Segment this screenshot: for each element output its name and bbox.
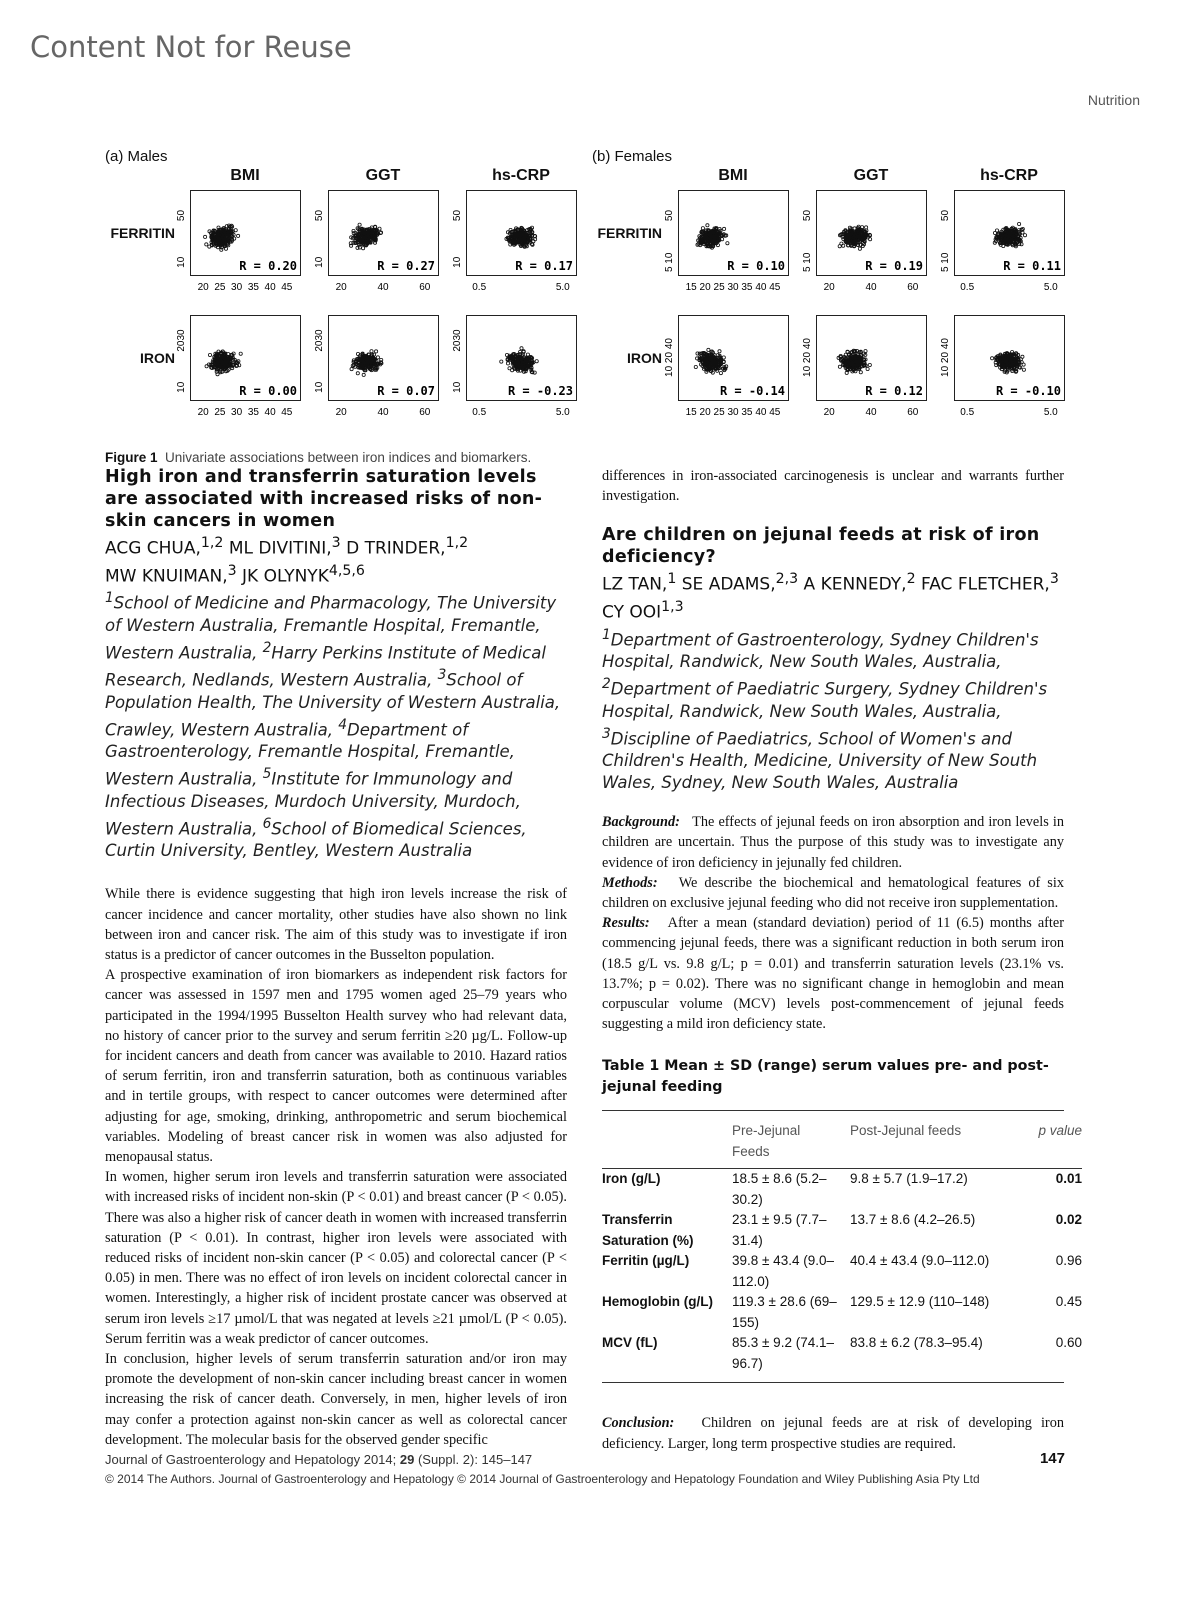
table-header-row: [602, 1121, 1082, 1169]
x-tick-label: 25: [214, 407, 226, 418]
y-tick-label: 10: [452, 256, 463, 268]
x-tick-label: 25: [214, 282, 226, 293]
correlation-label: R = 0.10: [727, 259, 785, 273]
data-point: [1020, 243, 1023, 246]
y-tick-label: 10: [314, 256, 325, 268]
data-point: [842, 244, 845, 247]
scatter-svg: [656, 315, 790, 420]
x-tick-label: 20: [823, 407, 835, 418]
data-point: [701, 227, 704, 230]
data-point: [237, 234, 240, 237]
y-tick-label: 50: [176, 209, 187, 222]
scatter-plot: [168, 315, 302, 425]
data-point: [204, 235, 207, 238]
correlation-label: R = 0.17: [515, 259, 573, 273]
scatter-plot: [794, 315, 928, 425]
data-point: [993, 231, 996, 234]
data-point: [869, 238, 872, 241]
watermark: Content Not for Reuse: [30, 30, 352, 64]
conclusion-label: Conclusion:: [602, 1415, 675, 1432]
left-authors: ACG CHUA,$^{1,2}$ ML DIVITINI,$^3$ D TRINDER,$^{1,2}$ MW KNUIMAN,$^3$ JK OLYNYK$^{4,5,6}$: [105, 535, 469, 587]
y-tick-label: 10: [452, 381, 463, 393]
background-paragraph: [602, 812, 1064, 873]
data-point: [519, 350, 522, 353]
table-cell: Hemoglobin (g/L): [602, 1294, 713, 1310]
correlation-label: R = 0.00: [239, 384, 297, 398]
x-tick-label: 30: [727, 407, 739, 418]
data-point: [506, 362, 509, 365]
conclusion-text: Children on jejunal feeds are at risk of developing iron deficiency. Larger, long term prospective studies are required.: [602, 1415, 1064, 1452]
right-affiliations: $^1$Department of Gastroenterology, Sydney Children's Hospital, Randwick, New South Wales, Australia, $^2$Department of Paediatric Surgery, Sydney Children's Hospital, Randwick, New South Wales, Australia, $^3$Discipline of Paediatrics, School of Women's and Children's Health, Medicine, University of New South Wales, Sydney, New South Wales, Australia: [602, 626, 1048, 793]
table-1-grid: [602, 1121, 1082, 1374]
data-point: [362, 373, 365, 376]
data-point: [350, 368, 353, 371]
x-tick-label: 30: [231, 407, 243, 418]
panel-b-label: (b) Females: [592, 148, 673, 165]
table-cell: Iron (g/L): [602, 1171, 661, 1187]
table-cell: 83.8 ± 6.2 (78.3–95.4): [850, 1335, 983, 1351]
x-tick-label: 35: [741, 407, 753, 418]
correlation-label: R = 0.27: [377, 259, 435, 273]
background-label: Background:: [602, 814, 680, 831]
methods-text: We describe the biochemical and hematological features of six children on exclusive jejunal feeding who did not receive iron supplementation.: [602, 874, 1064, 912]
correlation-label: R = 0.12: [865, 384, 923, 398]
table-cell: 23.1 ± 9.5 (7.7–31.4): [732, 1212, 827, 1248]
y-tick-label: 10 20 40: [802, 338, 813, 377]
data-point: [865, 226, 868, 229]
data-point: [866, 367, 869, 370]
methods-paragraph: [602, 873, 1064, 913]
data-point: [719, 372, 722, 375]
right-abstract: [602, 466, 1082, 1454]
data-point: [378, 227, 381, 230]
x-tick-label: 40: [264, 407, 276, 418]
x-tick-label: 25: [713, 282, 725, 293]
data-point: [358, 223, 361, 226]
data-point: [526, 353, 529, 356]
table-cell: 13.7 ± 8.6 (4.2–26.5): [850, 1212, 976, 1228]
scatter-plot: [656, 190, 790, 300]
scatter-plot: [168, 190, 302, 300]
table-header-cell: Pre-Jejunal Feeds: [732, 1123, 801, 1159]
column-title: BMI: [230, 167, 260, 184]
table-cell: 0.01: [1055, 1171, 1082, 1187]
table-cell: 0.60: [1055, 1335, 1082, 1351]
y-tick-label: 2030: [452, 329, 463, 352]
scatter-plot: [306, 190, 440, 300]
scatter-plot: [444, 315, 578, 425]
data-point: [1022, 363, 1025, 366]
y-tick-label: 50: [940, 209, 951, 222]
table-cell: 0.02: [1055, 1212, 1082, 1228]
data-point: [868, 363, 871, 366]
x-tick-label: 60: [907, 282, 919, 293]
x-tick-label: 35: [741, 282, 753, 293]
y-tick-label: 10 20 40: [940, 338, 951, 377]
right-abstract-title: Are children on jejunal feeds at risk of iron deficiency?: [602, 525, 1040, 568]
x-tick-label: 40: [377, 282, 389, 293]
journal-volume: 29: [399, 1452, 415, 1467]
x-tick-label: 0.5: [960, 282, 975, 293]
data-point: [520, 347, 523, 350]
table-cell: 0.45: [1055, 1294, 1082, 1310]
figure-caption-text: Univariate associations between iron indices and biomarkers.: [165, 450, 532, 465]
data-point: [726, 242, 729, 245]
y-tick-label: 10: [176, 381, 187, 393]
left-paragraph: While there is evidence suggesting that high iron levels increase the risk of cancer incidence and cancer mortality, other studies have also shown no link between iron and cancer risk. The aim of this study was to investigate if iron status is a predictor of cancer outcomes in the Busselton population.: [105, 886, 567, 963]
results-paragraph: [602, 913, 1064, 1034]
scatter-svg: [794, 315, 928, 420]
x-tick-label: 40: [264, 282, 276, 293]
data-point: [234, 229, 237, 232]
table-cell: MCV (fL): [602, 1335, 658, 1351]
x-tick-label: 5.0: [1043, 282, 1058, 293]
scatter-svg: [168, 190, 302, 295]
table-cell: 129.5 ± 12.9 (110–148): [850, 1294, 990, 1310]
data-point: [694, 365, 697, 368]
x-tick-label: 20: [699, 282, 711, 293]
correlation-label: R = -0.23: [507, 384, 573, 398]
x-tick-label: 0.5: [960, 407, 975, 418]
scatter-plot: [306, 315, 440, 425]
scatter-svg: [794, 190, 928, 295]
x-tick-label: 20: [335, 282, 347, 293]
data-point: [356, 372, 359, 375]
y-tick-label: 50: [664, 209, 675, 222]
column-title: GGT: [853, 167, 889, 184]
scatter-svg: [306, 190, 440, 295]
data-point: [239, 352, 242, 355]
data-point: [838, 365, 841, 368]
x-tick-label: 20: [335, 407, 347, 418]
figure-caption: [105, 450, 531, 465]
x-tick-label: 30: [231, 282, 243, 293]
row-title: FERRITIN: [110, 225, 175, 241]
x-tick-label: 45: [769, 282, 781, 293]
scatter-svg: [656, 190, 790, 295]
column-title: GGT: [365, 167, 401, 184]
data-point: [707, 348, 710, 351]
scatter-plot: [794, 190, 928, 300]
data-point: [375, 350, 378, 353]
table-cell: 18.5 ± 8.6 (5.2–30.2): [732, 1171, 827, 1207]
x-tick-label: 20: [197, 407, 209, 418]
row-title: FERRITIN: [597, 225, 662, 241]
data-point: [362, 247, 365, 250]
left-paragraph: In conclusion, higher levels of serum transferrin saturation and/or iron may promote the development of non-skin cancer including breast cancer in women increasing the risk of cancer death. Conversely, in men, higher levels of iron may confer a protection against non-skin cancer as well as colorectal cancer development. The molecular basis for the observed gender specific: [105, 1350, 567, 1448]
data-point: [723, 227, 726, 230]
x-tick-label: 0.5: [472, 282, 487, 293]
results-text: After a mean (standard deviation) period of 11 (6.5) months after commencing jejunal feeds, there was a significant reduction in both serum iron (18.5 g/L vs. 9.8 g/L; p = 0.01) and transferrin saturation levels (23.1% vs. 13.7%; p = 0.02). There was no significant change in hemoglobin and mean corpuscular volume (MCV) levels post-commencement of jejunal feeds suggesting a mild iron deficiency state.: [602, 915, 1065, 1033]
x-tick-label: 20: [823, 282, 835, 293]
data-point: [864, 350, 867, 353]
x-tick-label: 40: [865, 407, 877, 418]
x-tick-label: 15: [685, 282, 697, 293]
x-tick-label: 45: [769, 407, 781, 418]
right-authors: LZ TAN,$^1$ SE ADAMS,$^{2,3}$ A KENNEDY,$^2$ FAC FLETCHER,$^3$ CY OOI$^{1,3}$: [602, 571, 1059, 623]
left-affiliations: $^1$School of Medicine and Pharmacology, The University of Western Australia, Fremantle Hospital, Fremantle, Western Australia, $^2$Harry Perkins Institute of Medical Research, Nedlands, Western Australia, $^3$School of Population Health, The University of Western Australia, Crawley, Western Australia, $^4$Department of Gastroenterology, Fremantle Hospital, Fremantle, Western Australia, $^5$Institute for Immunology and Infectious Diseases, Murdoch University, Murdoch, Western Australia, $^6$School of Biomedical Sciences, Curtin University, Bentley, Western Australia: [105, 590, 561, 861]
table-cell: 9.8 ± 5.7 (1.9–17.2): [850, 1171, 968, 1187]
table-cell: Transferrin Saturation (%): [602, 1212, 694, 1248]
scatter-plot: [932, 190, 1066, 300]
left-paragraph: A prospective examination of iron biomarkers as independent risk factors for cancer was assessed in 1597 men and 1795 women aged 25–79 years who participated in the 1994/1995 Busselton Health survey who had relevant data, no history of cancer prior to the survey and serum ferritin ≥20 µg/L. Follow-up for incident cancers and death from cancer was available to 2010. Hazard ratios of serum ferritin, iron and transferrin saturation, both as continuous variables and in tertile groups, with respect to cancer outcomes were determined after adjusting for age, smoking, drinking, anthropometric and serum biochemical variables. Modeling of breast cancer risk in women was also adjusted for menopausal status.: [105, 967, 567, 1165]
correlation-label: R = -0.14: [719, 384, 785, 398]
table-row: [602, 1333, 1082, 1374]
x-tick-label: 30: [727, 282, 739, 293]
figure-caption-label: Figure 1: [105, 450, 158, 465]
conclusion-paragraph: [602, 1413, 1064, 1453]
table-cell: 119.3 ± 28.6 (69–155): [732, 1294, 837, 1330]
x-tick-label: 0.5: [472, 407, 487, 418]
y-tick-label: 10: [314, 381, 325, 393]
left-abstract: [105, 466, 567, 1450]
data-point: [718, 350, 721, 353]
panel-a-label: (a) Males: [105, 148, 168, 165]
table-1: [602, 1110, 1082, 1383]
x-tick-label: 60: [419, 407, 431, 418]
journal-pages: (Suppl. 2): 145–147: [414, 1452, 533, 1467]
table-cell: 40.4 ± 43.4 (9.0–112.0): [850, 1253, 990, 1269]
x-tick-label: 45: [281, 282, 293, 293]
data-point: [535, 360, 538, 363]
column-title: BMI: [718, 167, 748, 184]
y-tick-label: 5 10: [940, 252, 951, 273]
x-tick-label: 60: [419, 282, 431, 293]
x-tick-label: 5.0: [1043, 407, 1058, 418]
data-point: [840, 242, 843, 245]
data-point: [376, 356, 379, 359]
data-point: [208, 353, 211, 356]
y-tick-label: 5 10: [802, 252, 813, 273]
table-cell: 39.8 ± 43.4 (9.0–112.0): [732, 1253, 834, 1289]
data-point: [858, 247, 861, 250]
data-point: [205, 243, 208, 246]
x-tick-label: 45: [281, 407, 293, 418]
y-tick-label: 2030: [314, 329, 325, 352]
y-tick-label: 10 20 40: [664, 338, 675, 377]
table-row: [602, 1251, 1082, 1292]
table-header-cell: Post-Jejunal feeds: [850, 1123, 962, 1139]
scatter-svg: [444, 190, 578, 295]
data-point: [500, 360, 503, 363]
column-title: hs-CRP: [492, 167, 550, 184]
row-title: IRON: [627, 350, 662, 366]
table-row: [602, 1292, 1082, 1333]
table-header-cell: [602, 1121, 732, 1169]
methods-label: Methods:: [602, 874, 658, 891]
data-point: [1022, 368, 1025, 371]
x-tick-label: 20: [197, 282, 209, 293]
x-tick-label: 35: [247, 282, 259, 293]
journal-name: Journal of Gastroenterology and Hepatology 2014;: [105, 1452, 400, 1467]
left-abstract-body: [105, 884, 567, 1450]
x-tick-label: 35: [247, 407, 259, 418]
y-tick-label: 10: [176, 256, 187, 268]
column-title: hs-CRP: [980, 167, 1038, 184]
x-tick-label: 40: [755, 282, 767, 293]
data-point: [370, 350, 373, 353]
scatter-plot: [932, 315, 1066, 425]
x-tick-label: 40: [755, 407, 767, 418]
section-header: Nutrition: [1087, 92, 1140, 108]
data-point: [991, 357, 994, 360]
copyright: © 2014 The Authors. Journal of Gastroenterology and Hepatology © 2014 Journal of Gastroenterology and Hepatology Foundation and Wiley Publishing Asia Pty Ltd: [105, 1472, 980, 1486]
table-cell: Ferritin (µg/L): [602, 1253, 690, 1269]
right-abstract-body: [602, 812, 1064, 1034]
x-tick-label: 15: [685, 407, 697, 418]
y-tick-label: 50: [314, 209, 325, 222]
y-tick-label: 2030: [176, 329, 187, 352]
scatter-svg: [306, 315, 440, 420]
x-tick-label: 20: [699, 407, 711, 418]
page-number: 147: [1039, 1450, 1065, 1467]
y-tick-label: 5 10: [664, 252, 675, 273]
table-cell: 0.96: [1055, 1253, 1082, 1269]
left-abstract-title: High iron and transferrin saturation levels are associated with increased risks of non-skin cancers in women: [105, 467, 543, 531]
correlation-label: R = 0.11: [1003, 259, 1061, 273]
scatter-svg: [932, 315, 1066, 420]
y-tick-label: 50: [452, 209, 463, 222]
correlation-label: R = 0.20: [239, 259, 297, 273]
x-tick-label: 40: [377, 407, 389, 418]
scatter-plot: [444, 190, 578, 300]
correlation-label: R = 0.07: [377, 384, 435, 398]
correlation-label: R = -0.10: [995, 384, 1061, 398]
table-row: [602, 1169, 1082, 1211]
scatter-svg: [168, 315, 302, 420]
journal-citation: [105, 1452, 532, 1467]
scatter-svg: [444, 315, 578, 420]
x-tick-label: 5.0: [555, 407, 570, 418]
data-point: [859, 371, 862, 374]
y-tick-label: 50: [802, 209, 813, 222]
x-tick-label: 5.0: [555, 282, 570, 293]
scatter-plot: [656, 315, 790, 425]
table-header-cell: p value: [1038, 1123, 1082, 1139]
data-point: [1018, 222, 1021, 225]
data-point: [1023, 234, 1026, 237]
correlation-label: R = 0.19: [865, 259, 923, 273]
results-label: Results:: [602, 915, 650, 932]
table-cell: 85.3 ± 9.2 (74.1–96.7): [732, 1335, 834, 1371]
left-paragraph: In women, higher serum iron levels and transferrin saturation were associated with increased risks of incident non-skin (P < 0.01) and breast cancer (P < 0.05). There was also a higher risk of cancer death in women with increased transferrin saturation (P < 0.01). In contrast, higher iron levels were associated with reduced risks of incident non-skin cancer (P < 0.05) and colorectal cancer (P < 0.05) in men. There was no effect of iron levels on incident colorectal cancer in women. Interestingly, a higher risk of incident prostate cancer was observed at serum iron levels ≥17 µmol/L that was negated at levels ≥21 µmol/L (P < 0.05). Serum ferritin was a weak predictor of cancer outcomes.: [105, 1169, 567, 1347]
x-tick-label: 25: [713, 407, 725, 418]
data-point: [706, 224, 709, 227]
scatter-svg: [932, 190, 1066, 295]
data-point: [1021, 355, 1024, 358]
continuation-text: differences in iron-associated carcinogenesis is unclear and warrants further investigation.: [602, 468, 1064, 505]
x-tick-label: 60: [907, 407, 919, 418]
x-tick-label: 40: [865, 282, 877, 293]
row-title: IRON: [140, 350, 175, 366]
background-text: The effects of jejunal feeds on iron absorption and iron levels in children are uncertain. Thus the purpose of this study was to investigate any evidence of iron deficiency in jejunally fed children.: [602, 814, 1064, 871]
table-row: [602, 1210, 1082, 1251]
table-title: Table 1 Mean ± SD (range) serum values pre- and post-jejunal feeding: [602, 1058, 1049, 1096]
